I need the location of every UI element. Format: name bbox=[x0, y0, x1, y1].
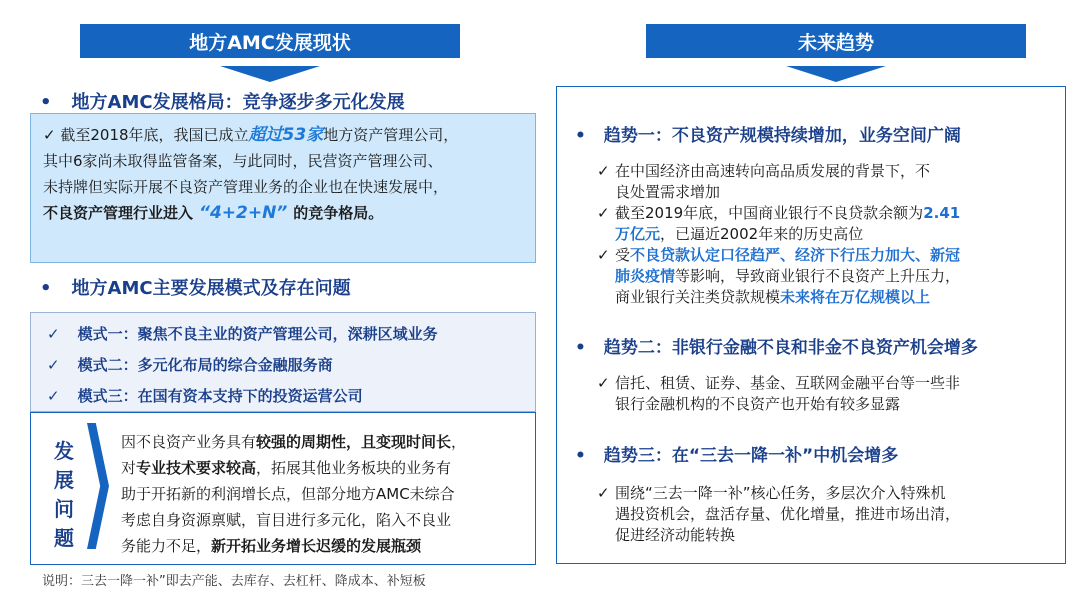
issue-label-char: 发 bbox=[54, 439, 74, 463]
issue-l1-c: ， bbox=[451, 433, 467, 451]
modes-box bbox=[30, 312, 536, 412]
trend1-item2-text: 截至2019年底，中国商业银行不良贷款余额为 bbox=[615, 204, 924, 222]
left-arrow-down-icon bbox=[220, 66, 320, 82]
check-icon: ✓ bbox=[43, 126, 56, 144]
section1-title: 地方AMC发展格局：竞争逐步多元化发展 bbox=[71, 92, 405, 113]
mode-1-text: 模式一：聚焦不良主业的资产管理公司，深耕区域业务 bbox=[77, 325, 438, 343]
section2-title-row bbox=[40, 274, 351, 300]
trend1-item2-unit: 万亿元 bbox=[615, 225, 661, 243]
mode-3-text: 模式三：在国有资本支持下的投资运营公司 bbox=[77, 387, 363, 405]
landscape-line-4 bbox=[43, 200, 525, 226]
mode-row-1 bbox=[47, 319, 535, 350]
bullet-icon: • bbox=[575, 126, 586, 146]
trends-box bbox=[556, 86, 1066, 564]
issue-label-char: 展 bbox=[54, 468, 74, 492]
bullet-icon: • bbox=[575, 338, 586, 358]
trend1-item3-highlight: 不良贷款认定口径趋严、经济下行压力加大、新冠 bbox=[630, 246, 961, 264]
trend2-title-row bbox=[575, 333, 978, 358]
issue-line-3: 助于开拓新的利润增长点，但部分地方AMC未综合 bbox=[121, 485, 455, 503]
trend1-title-row bbox=[575, 121, 961, 146]
issue-text bbox=[121, 429, 523, 559]
mode-2-text: 模式二：多元化布局的综合金融服务商 bbox=[77, 356, 333, 374]
landscape-line-2: 其中6家尚未取得监管备案，与此同时，民营资产管理公司、 bbox=[43, 152, 443, 170]
trend2-item-1 bbox=[597, 373, 1047, 415]
trend1-item2-tail: ，已逼近2002年来的历史高位 bbox=[660, 225, 864, 243]
check-icon: ✓ bbox=[47, 325, 60, 343]
trend3-title-row bbox=[575, 441, 898, 466]
issue-line-1 bbox=[121, 429, 523, 455]
issue-l2-bold: 专业技术要求较高 bbox=[136, 459, 257, 477]
mode-row-2 bbox=[47, 350, 535, 381]
bullet-icon: • bbox=[40, 278, 52, 299]
trend1-item2-highlight: 2.41 bbox=[923, 204, 961, 222]
trend3-line3: 促进经济动能转换 bbox=[615, 526, 736, 544]
trend2-line2: 银行金融机构的不良资产也开始有较多显露 bbox=[615, 395, 901, 413]
issue-label bbox=[49, 437, 79, 553]
trend3-line1: 围绕“三去一降一补”核心任务，多层次介入特殊机 bbox=[615, 484, 946, 502]
landscape-line4-b: 的竞争格局。 bbox=[293, 204, 384, 222]
trend1-item1-line2: 良处置需求增加 bbox=[615, 183, 721, 201]
check-icon: ✓ bbox=[47, 356, 60, 374]
trend2-line1: 信托、租赁、证券、基金、互联网金融平台等一些非 bbox=[615, 374, 961, 392]
issue-l2-a: 对 bbox=[121, 459, 137, 477]
issue-l5-bold: 新开拓业务增长迟缓的发展瓶颈 bbox=[211, 537, 422, 555]
issue-line-2 bbox=[121, 455, 523, 481]
section2-title: 地方AMC主要发展模式及存在问题 bbox=[71, 278, 351, 299]
trend1-item-1 bbox=[597, 161, 1047, 203]
landscape-text-a: 截至2018年底，我国已成立 bbox=[60, 126, 249, 144]
trend1-item3-b: 等影响，导致商业银行不良资产上升压力， bbox=[675, 267, 961, 285]
trend1-title: 趋势一：不良资产规模持续增加，业务空间广阔 bbox=[603, 126, 961, 146]
landscape-box bbox=[30, 113, 536, 263]
landscape-line4-a: 不良资产管理行业进入 bbox=[43, 204, 194, 222]
trend3-item-1 bbox=[597, 483, 1047, 546]
chevron-right-icon bbox=[87, 423, 109, 549]
issue-l1-bold: 较强的周期性，且变现时间长 bbox=[256, 433, 452, 451]
left-header-title: 地方AMC发展现状 bbox=[189, 31, 351, 54]
trend1-item-3 bbox=[597, 245, 1047, 308]
landscape-text-b: 地方资产管理公司， bbox=[323, 126, 459, 144]
section1-title-row bbox=[40, 88, 405, 114]
issue-l1-a: 因不良资产业务具有 bbox=[121, 433, 257, 451]
check-icon: ✓ bbox=[597, 374, 610, 392]
trend3-line2: 遇投资机会，盘活存量、优化增量，推进市场出清， bbox=[615, 505, 961, 523]
right-header-title: 未来趋势 bbox=[797, 31, 874, 54]
trend1-item3-highlight2: 肺炎疫情 bbox=[615, 267, 676, 285]
bullet-icon: • bbox=[40, 92, 52, 113]
trend1-item3-highlight3: 未来将在万亿规模以上 bbox=[780, 288, 931, 306]
trend1-body bbox=[597, 161, 1047, 308]
trend3-title: 趋势三：在“三去一降一补”中机会增多 bbox=[603, 446, 899, 466]
issue-l5-a: 务能力不足， bbox=[121, 537, 212, 555]
check-icon: ✓ bbox=[47, 387, 60, 405]
trend1-item1-line1: 在中国经济由高速转向高品质发展的背景下，不 bbox=[615, 162, 931, 180]
right-arrow-down-icon bbox=[786, 66, 886, 82]
trend1-item-2 bbox=[597, 203, 1047, 245]
footnote: 说明：三去一降一补”即去产能、去库存、去杠杆、降成本、补短板 bbox=[42, 574, 426, 589]
check-icon: ✓ bbox=[597, 246, 610, 264]
right-header-banner bbox=[646, 24, 1026, 58]
bullet-icon: • bbox=[575, 446, 586, 466]
trend2-title: 趋势二：非银行金融不良和非金不良资产机会增多 bbox=[603, 338, 978, 358]
issue-line-4: 考虑自身资源禀赋，盲目进行多元化，陷入不良业 bbox=[121, 511, 452, 529]
landscape-line-3: 未持牌但实际开展不良资产管理业务的企业也在快速发展中， bbox=[43, 178, 449, 196]
trend3-body bbox=[597, 483, 1047, 546]
issue-label-char: 题 bbox=[54, 526, 74, 550]
mode-row-3 bbox=[47, 381, 535, 412]
issue-label-char: 问 bbox=[54, 497, 74, 521]
landscape-accent-pattern: “4+2+N” bbox=[199, 203, 288, 223]
trend1-item3-c: 商业银行关注类贷款规模 bbox=[615, 288, 781, 306]
issue-line-5 bbox=[121, 533, 523, 559]
landscape-line-1 bbox=[43, 122, 525, 148]
landscape-accent-count: 超过53家 bbox=[248, 125, 324, 145]
check-icon: ✓ bbox=[597, 204, 610, 222]
left-header-banner bbox=[80, 24, 460, 58]
check-icon: ✓ bbox=[597, 484, 610, 502]
issues-box bbox=[30, 412, 536, 565]
check-icon: ✓ bbox=[597, 162, 610, 180]
trend1-item3-a: 受 bbox=[615, 246, 631, 264]
issue-l2-c: ，拓展其他业务板块的业务有 bbox=[256, 459, 452, 477]
trend2-body bbox=[597, 373, 1047, 415]
